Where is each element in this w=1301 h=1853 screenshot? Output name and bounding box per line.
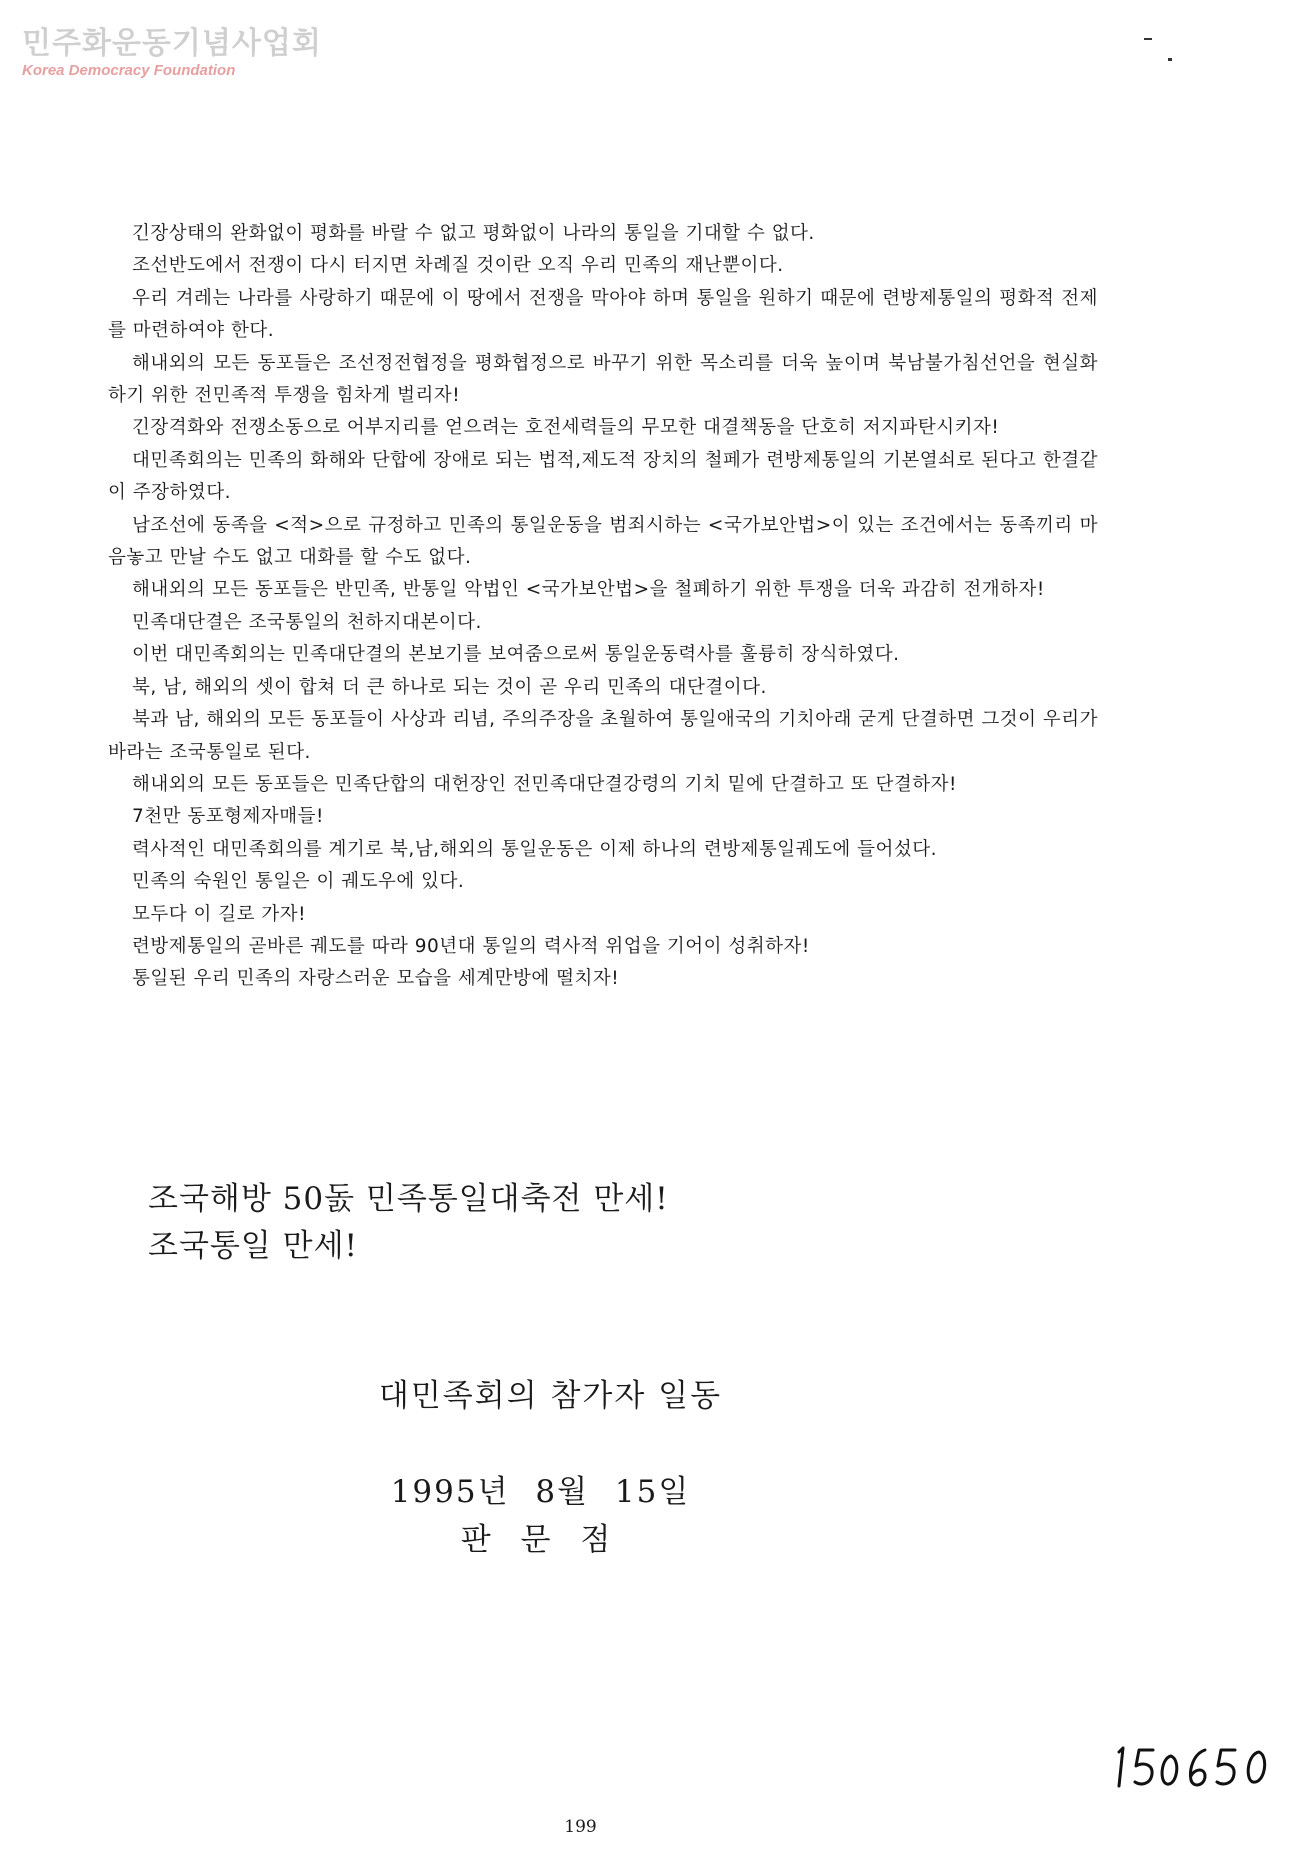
paragraph: 련방제통일의 곧바른 궤도를 따라 90년대 통일의 력사적 위업을 기어이 성취하자! — [132, 935, 810, 957]
body-text — [108, 218, 1098, 996]
paragraph: 긴장격화와 전쟁소동으로 어부지리를 얻으려는 호전세력들의 무모한 대결책동을 단호히 저지파탄시키자! — [132, 417, 1000, 439]
paragraph: 긴장상태의 완화없이 평화를 바랄 수 없고 평화없이 나라의 통일을 기대할 수 없다. — [132, 223, 815, 244]
watermark-logo — [22, 18, 322, 88]
paragraph: 해내외의 모든 동포들은 민족단합의 대헌장인 전민족대단결강령의 기치 밑에 단결하고 또 단결하자! — [132, 773, 957, 795]
handwritten-number-drawing — [1109, 1740, 1279, 1794]
paragraph: 북과 남, 해외의 모든 동포들이 사상과 리념, 주의주장을 초월하여 통일애국의 기치아래 굳게 단결하면 그것이 우리가 바라는 조국통일로 된다. — [108, 709, 1098, 763]
handwritten-archive-number — [1109, 1740, 1279, 1794]
paragraph: 모두다 이 길로 가자! — [132, 903, 307, 925]
signature-place: 판 문 점 — [460, 1522, 621, 1558]
paragraph: 해내외의 모든 동포들은 조선정전협정을 평화협정으로 바꾸기 위한 목소리를 더욱 높이며 북남불가침선언을 현실화하기 위한 전민족적 투쟁을 힘차게 벌리자! — [108, 352, 1098, 407]
paragraph: 해내외의 모든 동포들은 반민족, 반통일 악법인 <국가보안법>을 철폐하기 위한 투쟁을 더욱 과감히 전개하자! — [132, 579, 1045, 601]
watermark-korean: 민주화운동기념사업회 — [22, 26, 322, 61]
signature-date: 1995년 8월 15일 — [390, 1474, 691, 1510]
paragraph: 조선반도에서 전쟁이 다시 터지면 차례질 것이란 오직 우리 민족의 재난뿐이다. — [132, 255, 784, 277]
paragraph: 7천만 동포형제자매들! — [132, 806, 324, 828]
paragraph: 남조선에 동족을 <적>으로 규정하고 민족의 통일운동을 범죄시하는 <국가보안법>이 있는 조건에서는 동족끼리 마음놓고 만날 수도 없고 대화를 할 수도 없다. — [108, 514, 1098, 569]
scan-speck — [1144, 38, 1152, 40]
slogans — [148, 1176, 669, 1270]
watermark-english: Korea Democracy Foundation — [22, 62, 236, 79]
slogan-line: 조국해방 50돐 민족통일대축전 만세! — [148, 1181, 669, 1217]
slogan-line: 조국통일 만세! — [148, 1228, 358, 1264]
paragraph: 통일된 우리 민족의 자랑스러운 모습을 세계만방에 떨치자! — [132, 968, 620, 990]
paragraph: 이번 대민족회의는 민족대단결의 본보기를 보여줌으로써 통일운동력사를 훌륭히 장식하였다. — [132, 644, 900, 666]
signatory: 대민족회의 참가자 일동 — [378, 1378, 723, 1414]
page-number: 199 — [564, 1817, 597, 1837]
paragraph: 민족의 숙원인 통일은 이 궤도우에 있다. — [132, 871, 465, 893]
paragraph: 북, 남, 해외의 셋이 합쳐 더 큰 하나로 되는 것이 곧 우리 민족의 대단결이다. — [132, 676, 767, 698]
paragraph: 대민족회의는 민족의 화해와 단합에 장애로 되는 법적,제도적 장치의 철페가 련방제통일의 기본열쇠로 된다고 한결같이 주장하였다. — [108, 449, 1098, 504]
scan-speck — [1168, 58, 1172, 61]
paragraph: 력사적인 대민족회의를 계기로 북,남,해외의 통일운동은 이제 하나의 련방제통일궤도에 들어섰다. — [132, 838, 938, 860]
paragraph: 우리 겨레는 나라를 사랑하기 때문에 이 땅에서 전쟁을 막아야 하며 통일을 원하기 때문에 련방제통일의 평화적 전제를 마련하여야 한다. — [108, 287, 1098, 342]
paragraph: 민족대단결은 조국통일의 천하지대본이다. — [132, 611, 482, 633]
